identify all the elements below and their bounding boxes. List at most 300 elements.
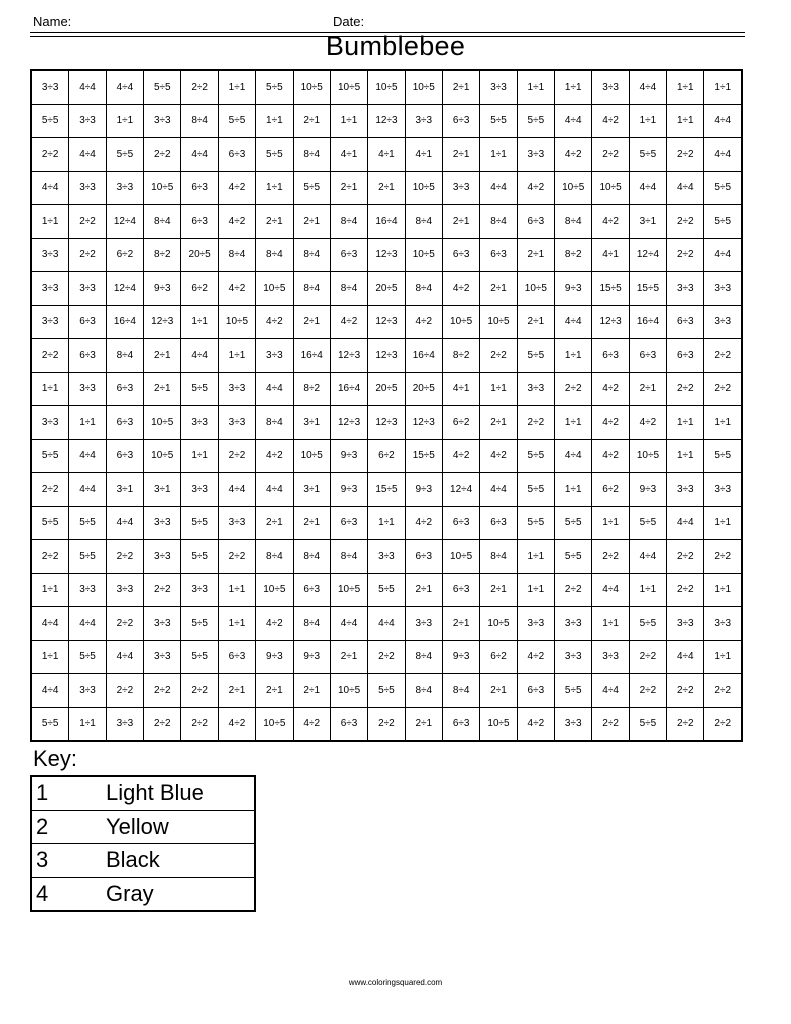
grid-cell[interactable]: 15÷5 [368,473,405,507]
grid-cell[interactable]: 9÷3 [330,473,367,507]
grid-cell[interactable]: 3÷3 [106,573,143,607]
grid-cell[interactable]: 12÷3 [368,104,405,138]
grid-cell[interactable]: 2÷2 [144,573,181,607]
grid-cell[interactable]: 3÷3 [69,171,106,205]
grid-cell[interactable]: 12÷3 [368,406,405,440]
grid-cell[interactable]: 3÷1 [106,473,143,507]
grid-cell[interactable]: 1÷1 [704,406,742,440]
grid-cell[interactable]: 5÷5 [181,640,218,674]
grid-cell[interactable]: 3÷3 [517,138,554,172]
grid-cell[interactable]: 8÷4 [330,540,367,574]
grid-cell[interactable]: 10÷5 [330,573,367,607]
grid-cell[interactable]: 2÷2 [629,674,666,708]
grid-cell[interactable]: 2÷1 [480,674,517,708]
grid-cell[interactable]: 4÷4 [181,138,218,172]
grid-cell[interactable]: 10÷5 [256,573,293,607]
grid-cell[interactable]: 8÷4 [293,607,330,641]
grid-cell[interactable]: 5÷5 [629,506,666,540]
grid-cell[interactable]: 1÷1 [218,607,255,641]
grid-cell[interactable]: 8÷2 [293,372,330,406]
grid-cell[interactable]: 1÷1 [555,473,592,507]
grid-cell[interactable]: 6÷2 [181,272,218,306]
grid-cell[interactable]: 6÷3 [442,238,479,272]
grid-cell[interactable]: 6÷2 [442,406,479,440]
grid-cell[interactable]: 4÷2 [592,439,629,473]
grid-cell[interactable]: 2÷2 [667,138,704,172]
grid-cell[interactable]: 2÷2 [667,540,704,574]
grid-cell[interactable]: 4÷2 [218,707,255,741]
grid-cell[interactable]: 1÷1 [667,70,704,104]
grid-cell[interactable]: 10÷5 [629,439,666,473]
grid-cell[interactable]: 5÷5 [31,439,69,473]
grid-cell[interactable]: 8÷4 [293,540,330,574]
grid-cell[interactable]: 3÷3 [69,573,106,607]
grid-cell[interactable]: 4÷2 [480,439,517,473]
grid-cell[interactable]: 8÷4 [181,104,218,138]
grid-cell[interactable]: 1÷1 [592,607,629,641]
grid-cell[interactable]: 1÷1 [31,640,69,674]
grid-cell[interactable]: 6÷2 [368,439,405,473]
grid-cell[interactable]: 2÷2 [31,540,69,574]
grid-cell[interactable]: 3÷3 [667,272,704,306]
grid-cell[interactable]: 4÷2 [517,640,554,674]
grid-cell[interactable]: 6÷3 [181,171,218,205]
grid-cell[interactable]: 5÷5 [629,138,666,172]
grid-cell[interactable]: 1÷1 [517,70,554,104]
grid-cell[interactable]: 2÷2 [181,674,218,708]
grid-cell[interactable]: 4÷4 [69,473,106,507]
grid-cell[interactable]: 10÷5 [293,70,330,104]
grid-cell[interactable]: 6÷3 [667,339,704,373]
grid-cell[interactable]: 2÷1 [293,104,330,138]
grid-cell[interactable]: 3÷3 [31,272,69,306]
grid-cell[interactable]: 4÷4 [629,70,666,104]
grid-cell[interactable]: 10÷5 [555,171,592,205]
grid-cell[interactable]: 2÷1 [442,607,479,641]
grid-cell[interactable]: 10÷5 [517,272,554,306]
grid-cell[interactable]: 5÷5 [555,540,592,574]
grid-cell[interactable]: 12÷3 [592,305,629,339]
grid-cell[interactable]: 8÷4 [330,272,367,306]
grid-cell[interactable]: 12÷3 [330,406,367,440]
grid-cell[interactable]: 12÷4 [442,473,479,507]
grid-cell[interactable]: 10÷5 [480,707,517,741]
grid-cell[interactable]: 6÷3 [517,205,554,239]
grid-cell[interactable]: 2÷2 [144,707,181,741]
grid-cell[interactable]: 16÷4 [405,339,442,373]
grid-cell[interactable]: 4÷4 [704,104,742,138]
grid-cell[interactable]: 2÷2 [667,238,704,272]
grid-cell[interactable]: 20÷5 [368,372,405,406]
grid-cell[interactable]: 6÷3 [480,238,517,272]
grid-cell[interactable]: 5÷5 [517,506,554,540]
grid-cell[interactable]: 2÷2 [667,707,704,741]
grid-cell[interactable]: 10÷5 [144,439,181,473]
grid-cell[interactable]: 2÷1 [442,138,479,172]
grid-cell[interactable]: 2÷2 [592,540,629,574]
grid-cell[interactable]: 3÷3 [517,607,554,641]
grid-cell[interactable]: 4÷2 [293,707,330,741]
grid-cell[interactable]: 2÷2 [31,138,69,172]
grid-cell[interactable]: 3÷1 [629,205,666,239]
grid-cell[interactable]: 4÷2 [592,406,629,440]
grid-cell[interactable]: 5÷5 [181,506,218,540]
grid-cell[interactable]: 2÷1 [293,674,330,708]
grid-cell[interactable]: 4÷4 [256,372,293,406]
grid-cell[interactable]: 10÷5 [442,540,479,574]
grid-cell[interactable]: 2÷1 [480,406,517,440]
grid-cell[interactable]: 1÷1 [555,70,592,104]
grid-cell[interactable]: 3÷3 [218,406,255,440]
grid-cell[interactable]: 1÷1 [704,506,742,540]
grid-cell[interactable]: 3÷3 [181,473,218,507]
grid-cell[interactable]: 2÷2 [480,339,517,373]
grid-cell[interactable]: 4÷4 [106,506,143,540]
grid-cell[interactable]: 6÷3 [442,707,479,741]
grid-cell[interactable]: 2÷2 [667,573,704,607]
grid-cell[interactable]: 10÷5 [480,607,517,641]
grid-cell[interactable]: 4÷2 [405,506,442,540]
grid-cell[interactable]: 2÷2 [31,339,69,373]
grid-cell[interactable]: 9÷3 [405,473,442,507]
grid-cell[interactable]: 4÷4 [555,439,592,473]
grid-cell[interactable]: 1÷1 [181,439,218,473]
grid-cell[interactable]: 1÷1 [31,573,69,607]
grid-cell[interactable]: 1÷1 [480,372,517,406]
grid-cell[interactable]: 2÷1 [293,305,330,339]
grid-cell[interactable]: 6÷2 [106,238,143,272]
grid-cell[interactable]: 3÷3 [704,272,742,306]
grid-cell[interactable]: 6÷3 [106,406,143,440]
grid-cell[interactable]: 1÷1 [69,406,106,440]
grid-cell[interactable]: 2÷1 [442,70,479,104]
grid-cell[interactable]: 10÷5 [405,238,442,272]
grid-cell[interactable]: 2÷1 [144,339,181,373]
grid-cell[interactable]: 3÷3 [69,372,106,406]
grid-cell[interactable]: 5÷5 [517,439,554,473]
grid-cell[interactable]: 4÷4 [31,607,69,641]
grid-cell[interactable]: 5÷5 [181,607,218,641]
grid-cell[interactable]: 10÷5 [256,707,293,741]
grid-cell[interactable]: 1÷1 [218,70,255,104]
grid-cell[interactable]: 4÷4 [704,238,742,272]
grid-cell[interactable]: 8÷2 [144,238,181,272]
grid-cell[interactable]: 8÷4 [405,640,442,674]
grid-cell[interactable]: 2÷2 [667,205,704,239]
grid-cell[interactable]: 3÷3 [555,607,592,641]
grid-cell[interactable]: 4÷4 [704,138,742,172]
grid-cell[interactable]: 2÷2 [704,674,742,708]
grid-cell[interactable]: 6÷3 [330,238,367,272]
grid-cell[interactable]: 20÷5 [181,238,218,272]
grid-cell[interactable]: 4÷4 [555,305,592,339]
grid-cell[interactable]: 3÷1 [293,406,330,440]
grid-cell[interactable]: 15÷5 [629,272,666,306]
grid-cell[interactable]: 4÷2 [442,439,479,473]
grid-cell[interactable]: 4÷4 [31,171,69,205]
grid-cell[interactable]: 5÷5 [31,707,69,741]
grid-cell[interactable]: 2÷1 [256,506,293,540]
grid-cell[interactable]: 10÷5 [405,70,442,104]
grid-cell[interactable]: 9÷3 [629,473,666,507]
grid-cell[interactable]: 2÷2 [629,640,666,674]
grid-cell[interactable]: 8÷4 [144,205,181,239]
grid-cell[interactable]: 5÷5 [256,138,293,172]
grid-cell[interactable]: 3÷3 [106,707,143,741]
grid-cell[interactable]: 5÷5 [555,506,592,540]
grid-cell[interactable]: 3÷3 [218,506,255,540]
grid-cell[interactable]: 1÷1 [330,104,367,138]
grid-cell[interactable]: 4÷2 [218,272,255,306]
grid-cell[interactable]: 5÷5 [480,104,517,138]
grid-cell[interactable]: 2÷2 [181,707,218,741]
grid-cell[interactable]: 6÷3 [517,674,554,708]
grid-cell[interactable]: 2÷1 [218,674,255,708]
grid-cell[interactable]: 1÷1 [555,406,592,440]
grid-cell[interactable]: 10÷5 [368,70,405,104]
grid-cell[interactable]: 2÷1 [293,205,330,239]
grid-cell[interactable]: 20÷5 [368,272,405,306]
grid-cell[interactable]: 6÷3 [442,104,479,138]
grid-cell[interactable]: 1÷1 [218,339,255,373]
grid-cell[interactable]: 2÷2 [667,372,704,406]
grid-cell[interactable]: 2÷2 [181,70,218,104]
grid-cell[interactable]: 6÷3 [592,339,629,373]
grid-cell[interactable]: 3÷3 [667,607,704,641]
grid-cell[interactable]: 12÷3 [368,305,405,339]
grid-cell[interactable]: 8÷4 [293,238,330,272]
grid-cell[interactable]: 8÷4 [256,406,293,440]
grid-cell[interactable]: 10÷5 [330,70,367,104]
grid-cell[interactable]: 1÷1 [704,573,742,607]
grid-cell[interactable]: 4÷2 [592,205,629,239]
grid-cell[interactable]: 15÷5 [592,272,629,306]
grid-cell[interactable]: 4÷2 [592,104,629,138]
grid-cell[interactable]: 8÷4 [293,138,330,172]
grid-cell[interactable]: 6÷3 [330,707,367,741]
grid-cell[interactable]: 4÷4 [667,171,704,205]
grid-cell[interactable]: 2÷2 [69,205,106,239]
grid-cell[interactable]: 1÷1 [592,506,629,540]
grid-cell[interactable]: 3÷3 [31,238,69,272]
grid-cell[interactable]: 5÷5 [517,339,554,373]
grid-cell[interactable]: 1÷1 [629,104,666,138]
grid-cell[interactable]: 3÷3 [555,707,592,741]
grid-cell[interactable]: 3÷3 [704,305,742,339]
grid-cell[interactable]: 16÷4 [629,305,666,339]
grid-cell[interactable]: 1÷1 [368,506,405,540]
grid-cell[interactable]: 1÷1 [667,439,704,473]
grid-cell[interactable]: 4÷2 [256,439,293,473]
grid-cell[interactable]: 4÷4 [69,607,106,641]
grid-cell[interactable]: 9÷3 [442,640,479,674]
grid-cell[interactable]: 16÷4 [368,205,405,239]
grid-cell[interactable]: 8÷4 [330,205,367,239]
grid-cell[interactable]: 3÷3 [256,339,293,373]
grid-cell[interactable]: 8÷2 [555,238,592,272]
grid-cell[interactable]: 1÷1 [31,205,69,239]
grid-cell[interactable]: 2÷2 [144,138,181,172]
grid-cell[interactable]: 8÷4 [293,272,330,306]
grid-cell[interactable]: 4÷4 [330,607,367,641]
grid-cell[interactable]: 6÷3 [181,205,218,239]
grid-cell[interactable]: 2÷2 [368,640,405,674]
grid-cell[interactable]: 4÷2 [218,205,255,239]
grid-cell[interactable]: 8÷4 [106,339,143,373]
grid-cell[interactable]: 2÷2 [31,473,69,507]
grid-cell[interactable]: 8÷4 [218,238,255,272]
grid-cell[interactable]: 1÷1 [667,406,704,440]
grid-cell[interactable]: 3÷3 [480,70,517,104]
grid-cell[interactable]: 12÷3 [330,339,367,373]
grid-cell[interactable]: 2÷1 [442,205,479,239]
grid-cell[interactable]: 4÷4 [368,607,405,641]
grid-cell[interactable]: 4÷4 [592,573,629,607]
grid-cell[interactable]: 4÷4 [629,540,666,574]
grid-cell[interactable]: 4÷4 [106,640,143,674]
grid-cell[interactable]: 6÷3 [69,339,106,373]
grid-cell[interactable]: 1÷1 [517,540,554,574]
grid-cell[interactable]: 6÷3 [480,506,517,540]
grid-cell[interactable]: 4÷4 [629,171,666,205]
grid-cell[interactable]: 6÷3 [405,540,442,574]
grid-cell[interactable]: 6÷3 [293,573,330,607]
grid-cell[interactable]: 2÷2 [704,339,742,373]
grid-cell[interactable]: 5÷5 [31,104,69,138]
grid-cell[interactable]: 10÷5 [592,171,629,205]
grid-cell[interactable]: 3÷3 [368,540,405,574]
grid-cell[interactable]: 2÷1 [256,674,293,708]
grid-cell[interactable]: 2÷2 [704,540,742,574]
grid-cell[interactable]: 8÷4 [405,674,442,708]
grid-cell[interactable]: 5÷5 [181,540,218,574]
grid-cell[interactable]: 3÷3 [106,171,143,205]
grid-cell[interactable]: 3÷3 [517,372,554,406]
grid-cell[interactable]: 2÷1 [405,573,442,607]
grid-cell[interactable]: 4÷4 [256,473,293,507]
grid-cell[interactable]: 1÷1 [667,104,704,138]
grid-cell[interactable]: 3÷3 [31,305,69,339]
grid-cell[interactable]: 2÷1 [256,205,293,239]
grid-cell[interactable]: 6÷3 [218,138,255,172]
grid-cell[interactable]: 1÷1 [517,573,554,607]
grid-cell[interactable]: 1÷1 [256,171,293,205]
grid-cell[interactable]: 6÷3 [330,506,367,540]
grid-cell[interactable]: 9÷3 [144,272,181,306]
grid-cell[interactable]: 3÷3 [592,70,629,104]
grid-cell[interactable]: 16÷4 [293,339,330,373]
grid-cell[interactable]: 4÷2 [442,272,479,306]
grid-cell[interactable]: 3÷3 [31,70,69,104]
grid-cell[interactable]: 2÷1 [517,305,554,339]
grid-cell[interactable]: 2÷2 [704,372,742,406]
grid-cell[interactable]: 4÷1 [592,238,629,272]
grid-cell[interactable]: 10÷5 [330,674,367,708]
grid-cell[interactable]: 20÷5 [405,372,442,406]
grid-cell[interactable]: 2÷1 [330,640,367,674]
grid-cell[interactable]: 5÷5 [256,70,293,104]
grid-cell[interactable]: 4÷4 [69,70,106,104]
grid-cell[interactable]: 9÷3 [293,640,330,674]
grid-cell[interactable]: 3÷3 [144,540,181,574]
grid-cell[interactable]: 2÷1 [629,372,666,406]
grid-cell[interactable]: 3÷3 [181,406,218,440]
grid-cell[interactable]: 3÷3 [144,104,181,138]
grid-cell[interactable]: 4÷2 [517,707,554,741]
grid-cell[interactable]: 4÷1 [368,138,405,172]
grid-cell[interactable]: 2÷2 [592,707,629,741]
grid-cell[interactable]: 5÷5 [704,205,742,239]
grid-cell[interactable]: 12÷4 [629,238,666,272]
grid-cell[interactable]: 3÷3 [405,104,442,138]
grid-cell[interactable]: 1÷1 [218,573,255,607]
grid-cell[interactable]: 6÷3 [106,372,143,406]
grid-cell[interactable]: 2÷1 [405,707,442,741]
grid-cell[interactable]: 5÷5 [181,372,218,406]
grid-cell[interactable]: 6÷3 [442,506,479,540]
grid-cell[interactable]: 5÷5 [293,171,330,205]
grid-cell[interactable]: 3÷3 [144,607,181,641]
grid-cell[interactable]: 3÷1 [293,473,330,507]
grid-cell[interactable]: 2÷1 [517,238,554,272]
grid-cell[interactable]: 5÷5 [218,104,255,138]
grid-cell[interactable]: 4÷4 [69,138,106,172]
grid-cell[interactable]: 4÷4 [667,640,704,674]
grid-cell[interactable]: 3÷3 [218,372,255,406]
grid-cell[interactable]: 4÷2 [629,406,666,440]
grid-cell[interactable]: 2÷2 [218,439,255,473]
grid-cell[interactable]: 4÷2 [218,171,255,205]
grid-cell[interactable]: 4÷2 [330,305,367,339]
grid-cell[interactable]: 6÷3 [629,339,666,373]
grid-cell[interactable]: 16÷4 [106,305,143,339]
grid-cell[interactable]: 3÷3 [667,473,704,507]
grid-cell[interactable]: 12÷3 [368,238,405,272]
grid-cell[interactable]: 2÷1 [330,171,367,205]
grid-cell[interactable]: 2÷1 [144,372,181,406]
grid-cell[interactable]: 4÷2 [256,607,293,641]
grid-cell[interactable]: 5÷5 [69,540,106,574]
grid-cell[interactable]: 5÷5 [629,607,666,641]
grid-cell[interactable]: 6÷2 [592,473,629,507]
grid-cell[interactable]: 12÷3 [368,339,405,373]
grid-cell[interactable]: 8÷4 [405,205,442,239]
grid-cell[interactable]: 3÷3 [555,640,592,674]
grid-cell[interactable]: 2÷1 [480,573,517,607]
grid-cell[interactable]: 1÷1 [555,339,592,373]
grid-cell[interactable]: 2÷1 [368,171,405,205]
grid-cell[interactable]: 5÷5 [517,104,554,138]
grid-cell[interactable]: 10÷5 [442,305,479,339]
grid-cell[interactable]: 4÷1 [405,138,442,172]
grid-cell[interactable]: 1÷1 [181,305,218,339]
grid-cell[interactable]: 4÷1 [442,372,479,406]
grid-cell[interactable]: 4÷2 [592,372,629,406]
grid-cell[interactable]: 2÷2 [368,707,405,741]
grid-cell[interactable]: 4÷2 [256,305,293,339]
grid-cell[interactable]: 6÷3 [667,305,704,339]
grid-cell[interactable]: 5÷5 [704,439,742,473]
grid-cell[interactable]: 4÷1 [330,138,367,172]
grid-cell[interactable]: 10÷5 [480,305,517,339]
grid-cell[interactable]: 3÷3 [181,573,218,607]
grid-cell[interactable]: 9÷3 [330,439,367,473]
grid-cell[interactable]: 2÷2 [144,674,181,708]
grid-cell[interactable]: 6÷2 [480,640,517,674]
grid-cell[interactable]: 12÷3 [405,406,442,440]
grid-cell[interactable]: 8÷4 [480,205,517,239]
grid-cell[interactable]: 8÷4 [555,205,592,239]
